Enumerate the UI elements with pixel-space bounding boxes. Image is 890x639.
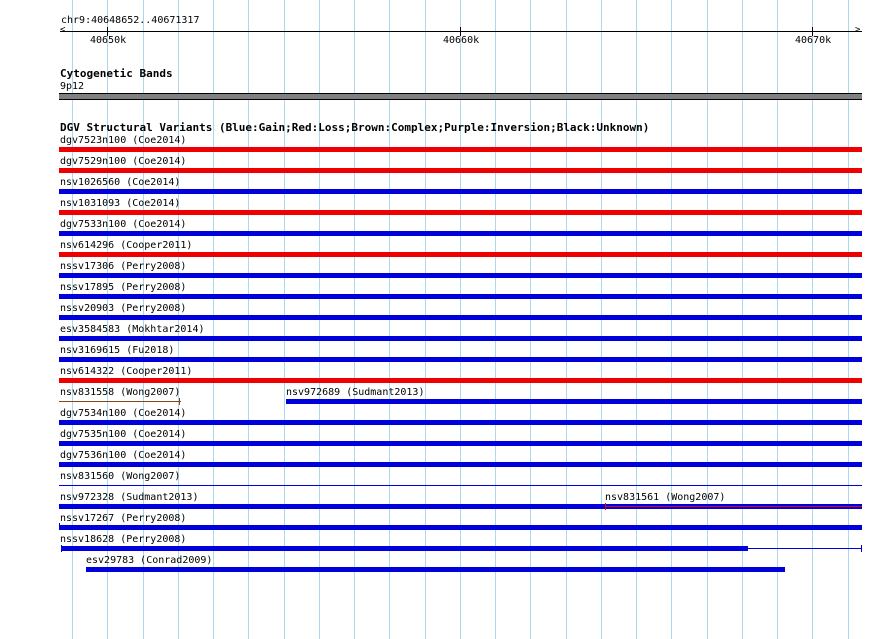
feature-label: nsv1031093 (Coe2014) bbox=[60, 198, 181, 209]
ruler-right-arrow: > bbox=[855, 25, 861, 35]
feature-start-tick bbox=[59, 523, 60, 530]
variant-bar-gain[interactable] bbox=[59, 441, 862, 446]
variant-bar-complex[interactable] bbox=[59, 401, 181, 402]
variant-bar-gain[interactable] bbox=[59, 336, 862, 341]
feature-label: nsv831560 (Wong2007) bbox=[60, 471, 181, 482]
ruler-axis bbox=[60, 31, 862, 32]
feature-label: esv3584583 (Mokhtar2014) bbox=[60, 324, 205, 335]
feature-label: nsv831561 (Wong2007) bbox=[605, 492, 726, 503]
feature-label: dgv7523n100 (Coe2014) bbox=[60, 135, 187, 146]
ruler-tick-label: 40660k bbox=[443, 35, 480, 46]
variant-bar-loss[interactable] bbox=[59, 147, 862, 152]
feature-label: dgv7536n100 (Coe2014) bbox=[60, 450, 187, 461]
cytoband-track-title: Cytogenetic Bands bbox=[60, 67, 173, 80]
feature-label: nssv17895 (Perry2008) bbox=[60, 282, 187, 293]
variant-bar-loss[interactable] bbox=[59, 168, 862, 173]
feature-label: esv29783 (Conrad2009) bbox=[86, 555, 213, 566]
variant-bar-loss[interactable] bbox=[59, 210, 862, 215]
variant-bar-loss[interactable] bbox=[59, 252, 862, 257]
cytoband-label: 9p12 bbox=[60, 81, 85, 92]
variant-bar-extent[interactable] bbox=[61, 548, 862, 549]
variant-bar-gain[interactable] bbox=[286, 399, 862, 404]
variant-bar-gain[interactable] bbox=[59, 485, 862, 486]
feature-label: dgv7529n100 (Coe2014) bbox=[60, 156, 187, 167]
variant-bar-gain[interactable] bbox=[59, 420, 862, 425]
feature-end-tick bbox=[179, 398, 180, 405]
feature-label: nsv614322 (Cooper2011) bbox=[60, 366, 193, 377]
variant-bar-gain[interactable] bbox=[59, 357, 862, 362]
variant-bar-loss[interactable] bbox=[605, 506, 862, 507]
feature-label: nsv1026560 (Coe2014) bbox=[60, 177, 181, 188]
variant-bar-gain[interactable] bbox=[86, 567, 785, 572]
feature-label: nsv972328 (Sudmant2013) bbox=[60, 492, 199, 503]
dgv-track-title: DGV Structural Variants (Blue:Gain;Red:Loss;Brown:Complex;Purple:Inversion;Black:Unknown) bbox=[60, 121, 650, 134]
feature-label: nssv17306 (Perry2008) bbox=[60, 261, 187, 272]
ruler-left-arrow: < bbox=[60, 25, 66, 35]
feature-label: nssv18628 (Perry2008) bbox=[60, 534, 187, 545]
feature-label: nsv972689 (Sudmant2013) bbox=[286, 387, 425, 398]
variant-bar-gain[interactable] bbox=[59, 525, 862, 530]
feature-end-tick bbox=[861, 545, 862, 552]
feature-label: nsv831558 (Wong2007) bbox=[60, 387, 181, 398]
variant-bar-gain[interactable] bbox=[59, 315, 862, 320]
variant-bar-gain[interactable] bbox=[59, 189, 862, 194]
variant-bar-gain[interactable] bbox=[59, 273, 862, 278]
feature-start-tick bbox=[605, 503, 606, 510]
region-label: chr9:40648652..40671317 bbox=[61, 15, 200, 26]
variant-bar-gain[interactable] bbox=[59, 462, 862, 467]
feature-label: dgv7533n100 (Coe2014) bbox=[60, 219, 187, 230]
feature-label: nsv3169615 (Fu2018) bbox=[60, 345, 175, 356]
feature-label: nssv20903 (Perry2008) bbox=[60, 303, 187, 314]
feature-label: dgv7535n100 (Coe2014) bbox=[60, 429, 187, 440]
feature-start-tick bbox=[61, 545, 62, 552]
variant-bar-gain[interactable] bbox=[59, 231, 862, 236]
cytoband-9p12[interactable] bbox=[59, 93, 862, 100]
variant-bar-loss[interactable] bbox=[59, 378, 862, 383]
feature-label: nssv17267 (Perry2008) bbox=[60, 513, 187, 524]
ruler-tick-label: 40670k bbox=[795, 35, 832, 46]
feature-label: dgv7534n100 (Coe2014) bbox=[60, 408, 187, 419]
ruler-tick-label: 40650k bbox=[90, 35, 127, 46]
variant-bar-gain[interactable] bbox=[59, 294, 862, 299]
feature-label: nsv614296 (Cooper2011) bbox=[60, 240, 193, 251]
